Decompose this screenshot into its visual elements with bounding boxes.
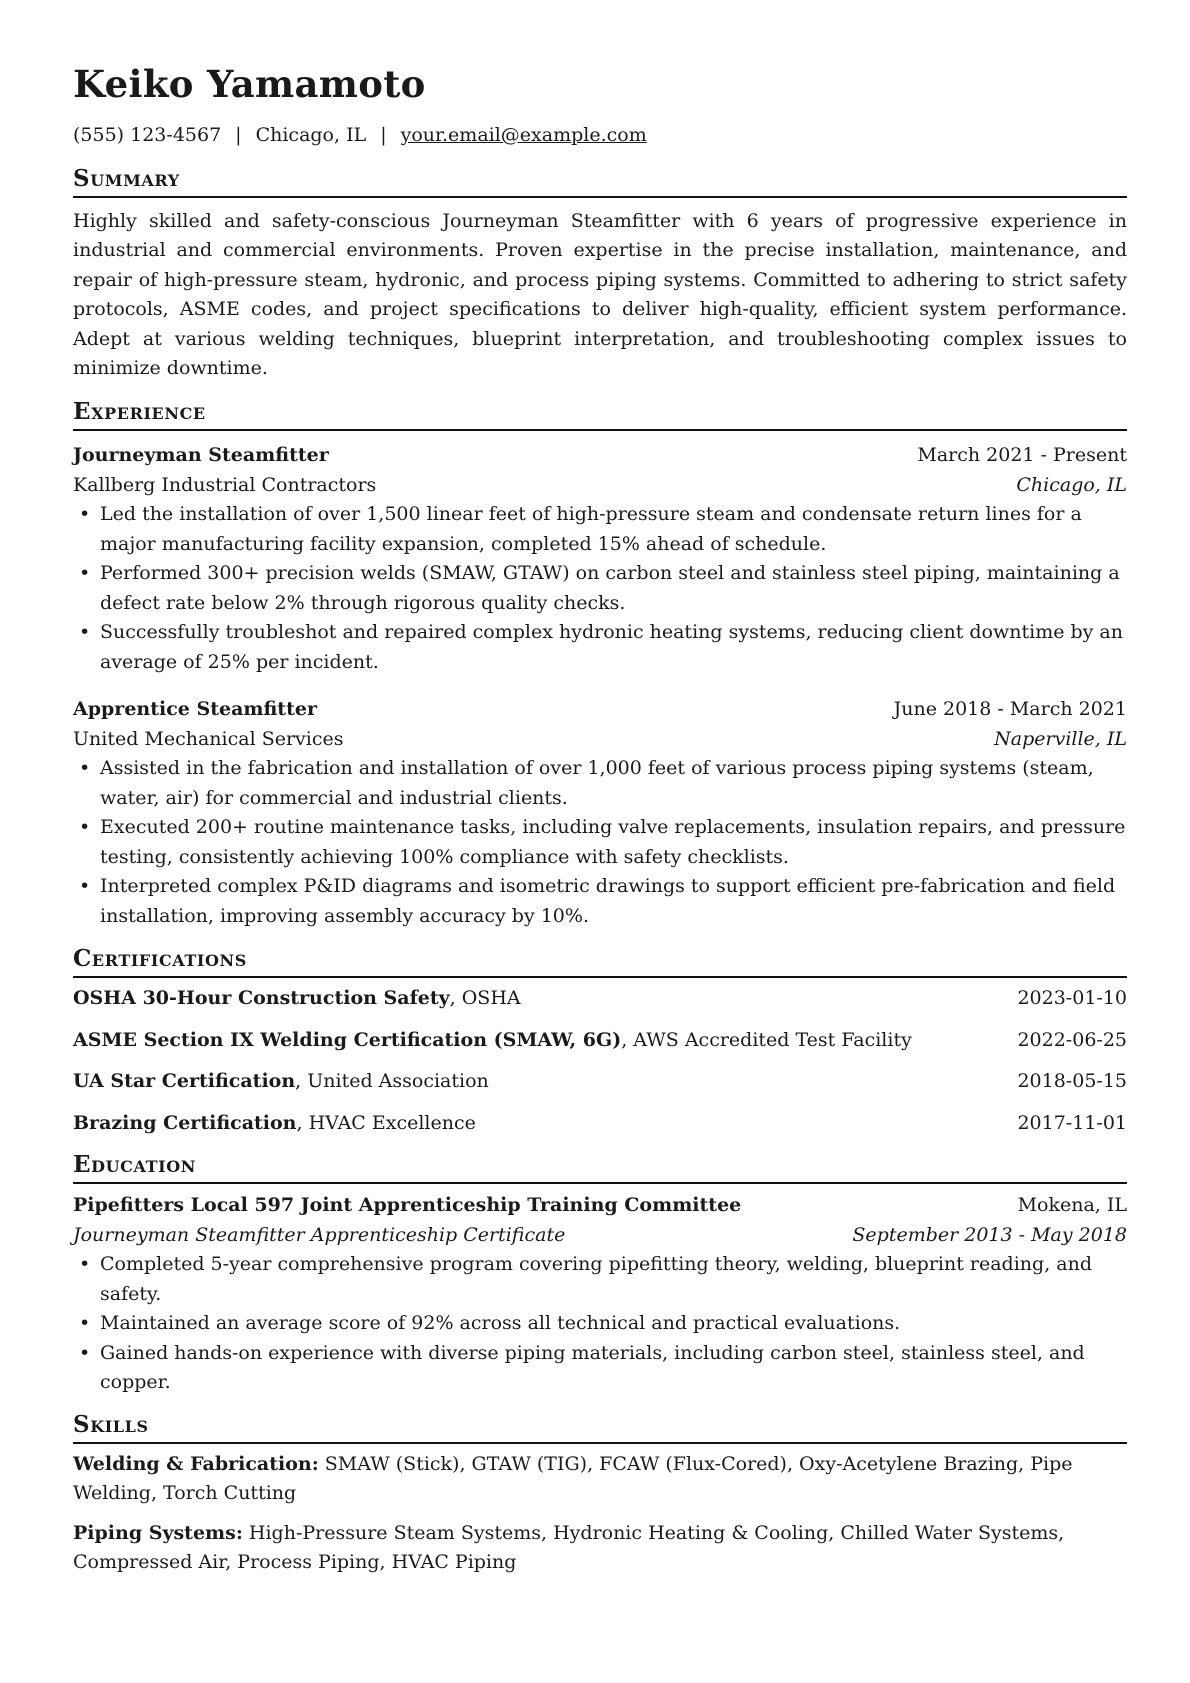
certification-issuer: , United Association: [295, 1070, 489, 1093]
job-bullets: [73, 500, 1127, 677]
certification-date: 2017-11-01: [1017, 1111, 1127, 1134]
job-entry: [73, 695, 1127, 931]
skill-category: Welding & Fabrication:: [73, 1452, 319, 1475]
summary-section: [73, 164, 1127, 383]
credential-name: Journeyman Steamfitter Apprenticeship Certificate: [73, 1223, 566, 1246]
section-heading-summary: Summary: [73, 164, 1127, 198]
location: Chicago, IL: [255, 124, 367, 146]
resume-page: [73, 60, 1127, 1578]
skill-category: Piping Systems:: [73, 1521, 243, 1544]
job-dates: June 2018 - March 2021: [893, 698, 1127, 721]
certification-date: 2022-06-25: [1017, 1028, 1127, 1051]
job-location: Chicago, IL: [1016, 473, 1127, 496]
certification-item: [73, 1026, 1127, 1056]
job-bullets: [73, 754, 1127, 931]
certification-issuer: , AWS Accredited Test Facility: [621, 1028, 912, 1051]
certification-name: OSHA 30-Hour Construction Safety: [73, 987, 450, 1010]
bullet-item: • Completed 5-year comprehensive program covering pipefitting theory, welding, blueprint reading, and safety.: [73, 1250, 1127, 1309]
job-title: Apprentice Steamfitter: [73, 698, 317, 721]
skill-items: High-Pressure Steam Systems, Hydronic Heating & Cooling, Chilled Water Systems, Compressed Air, Process Piping, HVAC Piping: [73, 1521, 1065, 1574]
certification-name: UA Star Certification: [73, 1070, 296, 1093]
company-name: Kallberg Industrial Contractors: [73, 473, 377, 496]
contact-line: [73, 122, 1127, 148]
education-bullets: [73, 1250, 1127, 1398]
section-heading-skills: Skills: [73, 1410, 1127, 1444]
certification-name: ASME Section IX Welding Certification (SMAW, 6G): [73, 1028, 622, 1051]
bullet-item: • Maintained an average score of 92% across all technical and practical evaluations.: [73, 1309, 1127, 1339]
certification-date: 2023-01-10: [1017, 987, 1127, 1010]
skill-items: SMAW (Stick), GTAW (TIG), FCAW (Flux-Cored), Oxy-Acetylene Brazing, Pipe Welding, Torch Cutting: [73, 1452, 1073, 1505]
institution-location: Mokena, IL: [1017, 1194, 1127, 1217]
contact-separator: |: [380, 124, 387, 146]
candidate-name: Keiko Yamamoto: [73, 62, 426, 106]
bullet-item: • Assisted in the fabrication and installation of over 1,000 feet of various process piping systems (steam, water, air) for commercial and industrial clients.: [73, 754, 1127, 813]
certification-name: Brazing Certification: [73, 1111, 297, 1134]
summary-text: Highly skilled and safety-conscious Journeyman Steamfitter with 6 years of progressive experience in industrial and commercial environments. Proven expertise in the precise installation, maintenance, and repair of high-pressure steam, hydronic, and process piping systems. Committed to adhering to strict safety protocols, ASME codes, and project specifications to deliver high-quality, efficient system performance. Adept at various welding techniques, blueprint interpretation, and troubleshooting complex issues to minimize downtime.: [73, 210, 1127, 380]
certification-item: [73, 1109, 1127, 1139]
bullet-item: • Performed 300+ precision welds (SMAW, GTAW) on carbon steel and stainless steel piping, maintaining a defect rate below 2% through rigorous quality checks.: [73, 559, 1127, 618]
skill-group: [73, 1450, 1127, 1509]
bullet-item: • Gained hands-on experience with diverse piping materials, including carbon steel, stainless steel, and copper.: [73, 1339, 1127, 1398]
experience-section: [73, 397, 1127, 931]
contact-separator: |: [235, 124, 242, 146]
bullet-item: • Executed 200+ routine maintenance tasks, including valve replacements, insulation repairs, and pressure testing, consistently achieving 100% compliance with safety checklists.: [73, 813, 1127, 872]
certification-issuer: , HVAC Excellence: [296, 1111, 476, 1134]
company-name: United Mechanical Services: [73, 727, 344, 750]
job-dates: March 2021 - Present: [917, 444, 1127, 467]
section-heading-certifications: Certifications: [73, 944, 1127, 978]
job-location: Naperville, IL: [994, 727, 1127, 750]
certification-issuer: , OSHA: [449, 987, 521, 1010]
certification-item: [73, 984, 1127, 1014]
education-section: [73, 1150, 1127, 1398]
education-entry: [73, 1191, 1127, 1398]
email-link[interactable]: your.email@example.com: [400, 124, 647, 146]
certification-list: [73, 984, 1127, 1138]
bullet-item: • Interpreted complex P&ID diagrams and isometric drawings to support efficient pre-fabrication and field installation, improving assembly accuracy by 10%.: [73, 872, 1127, 931]
job-entry: [73, 441, 1127, 677]
bullet-item: • Successfully troubleshot and repaired complex hydronic heating systems, reducing client downtime by an average of 25% per incident.: [73, 618, 1127, 677]
certification-date: 2018-05-15: [1017, 1070, 1127, 1093]
bullet-item: • Led the installation of over 1,500 linear feet of high-pressure steam and condensate return lines for a major manufacturing facility expansion, completed 15% ahead of schedule.: [73, 500, 1127, 559]
section-heading-education: Education: [73, 1150, 1127, 1184]
education-dates: September 2013 - May 2018: [852, 1223, 1127, 1246]
skill-group: [73, 1519, 1127, 1578]
skills-section: [73, 1410, 1127, 1578]
institution-name: Pipefitters Local 597 Joint Apprenticeship Training Committee: [73, 1194, 742, 1217]
skills-list: [73, 1450, 1127, 1578]
section-heading-experience: Experience: [73, 397, 1127, 431]
certifications-section: [73, 944, 1127, 1138]
job-title: Journeyman Steamfitter: [73, 444, 329, 467]
certification-item: [73, 1067, 1127, 1097]
phone-number: (555) 123-4567: [73, 124, 222, 146]
